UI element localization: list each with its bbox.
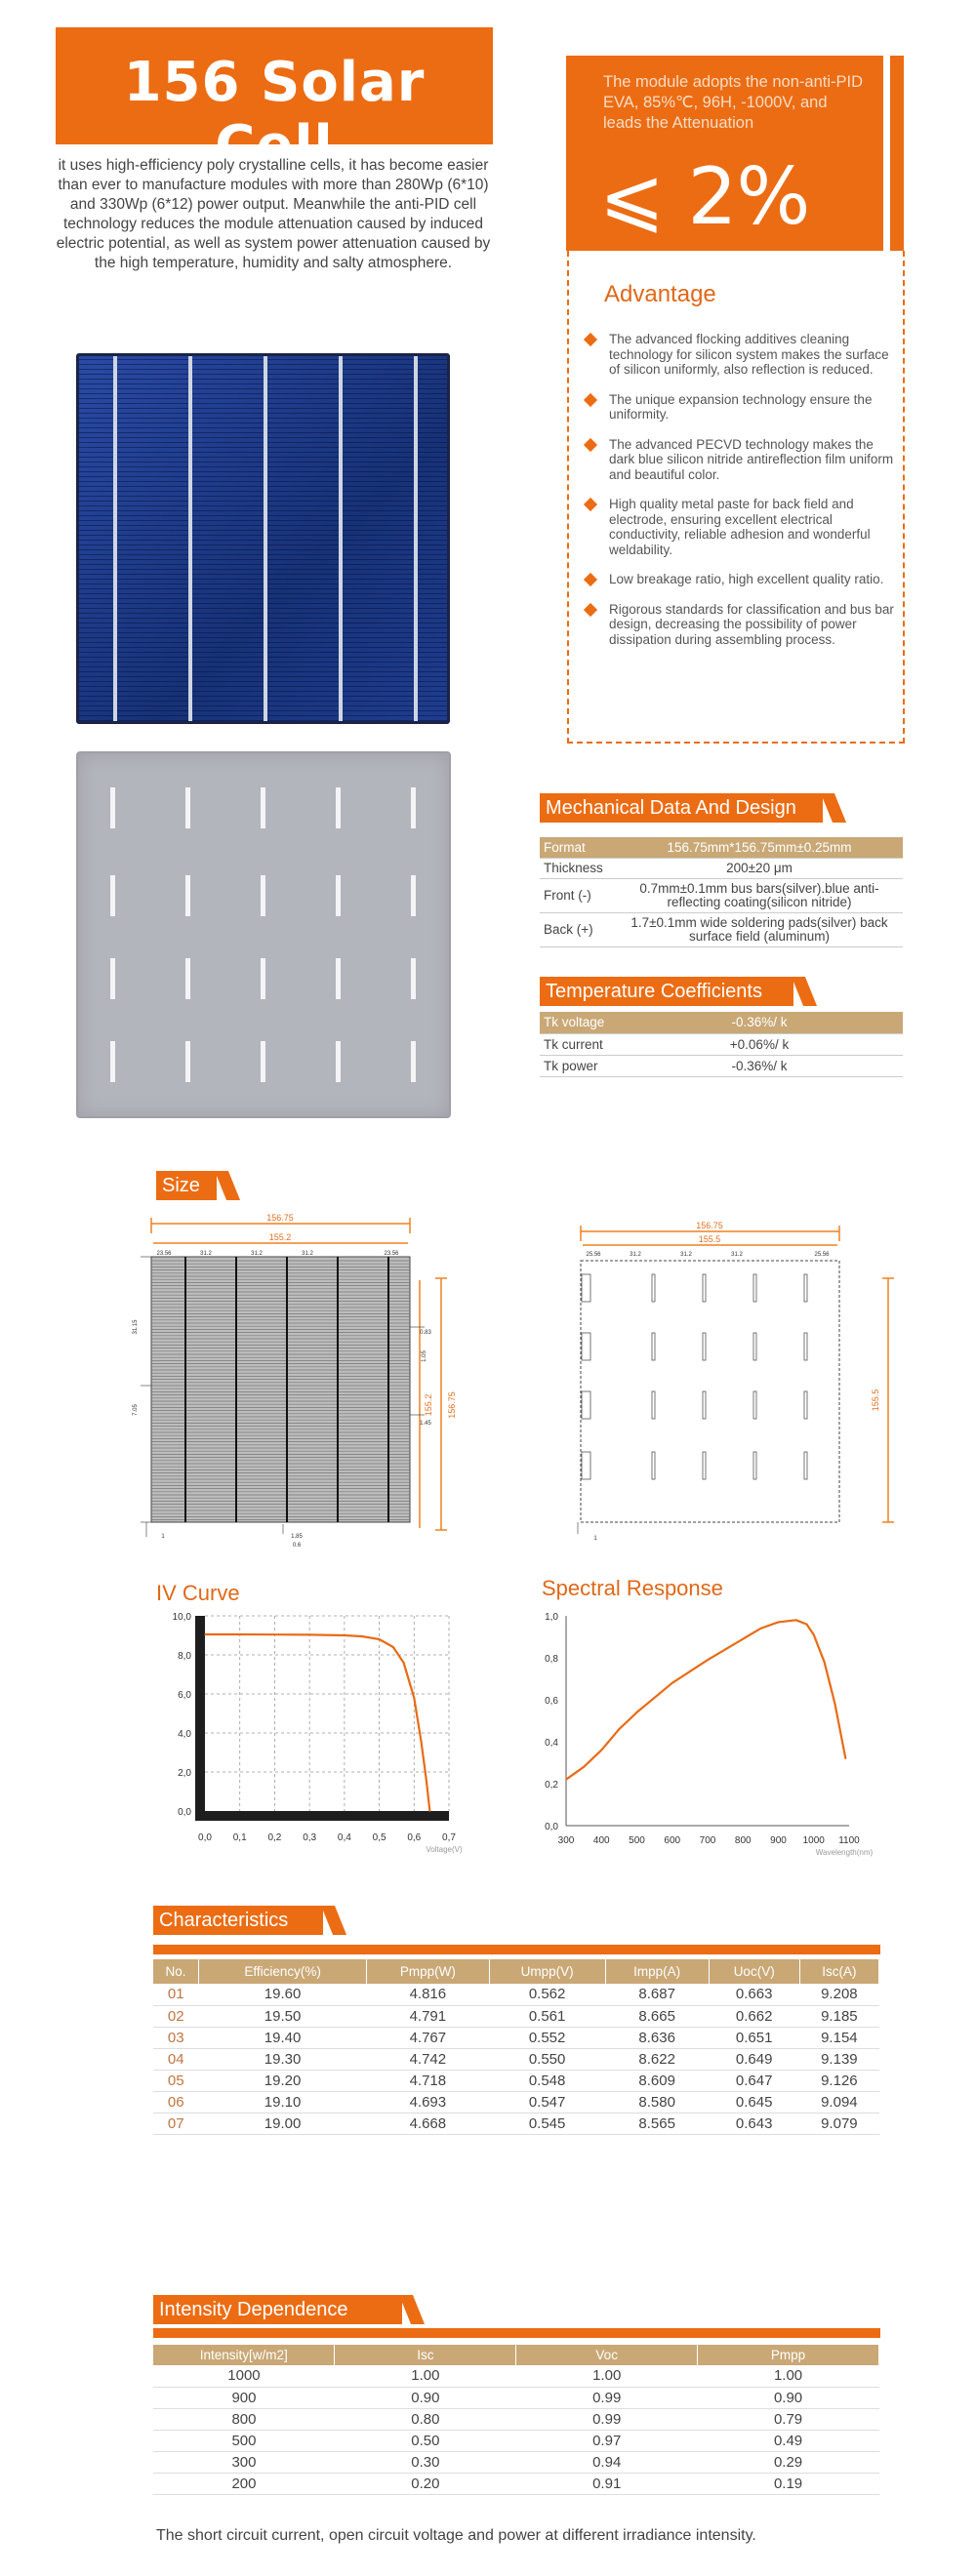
data-series-line	[566, 1620, 845, 1779]
data-point	[778, 1622, 780, 1624]
dim-inner-label: 155.5	[698, 1234, 721, 1244]
table-row: 900 0.90 0.99 0.90	[153, 2387, 879, 2408]
solder-pad	[411, 787, 416, 828]
table-row: 500 0.50 0.97 0.49	[153, 2430, 879, 2451]
table-row: Tk power -0.36%/ k	[540, 1055, 903, 1076]
solder-pad	[804, 1452, 807, 1479]
mark-label: 1.85	[291, 1534, 303, 1540]
callout-text: The module adopts the non-anti-PID EVA, 85%℃, 96H, -1000V, and leads the Attenuation	[603, 73, 863, 132]
edge-pad	[582, 1452, 590, 1479]
table-row: Tk voltage -0.36%/ k	[540, 1012, 903, 1033]
dim-outer-label: 156.75	[266, 1213, 294, 1223]
busbar	[264, 356, 267, 721]
header-tip	[321, 1906, 346, 1935]
data-point	[834, 1704, 836, 1706]
size-header	[156, 1171, 254, 1200]
solar-cell-front-image	[76, 353, 450, 724]
solar-cell-back-image	[76, 751, 451, 1118]
data-point	[813, 1634, 815, 1636]
dim-side-inner-label: 155.2	[424, 1393, 433, 1417]
x-tick-label: 500	[629, 1835, 645, 1846]
data-point	[824, 1662, 826, 1664]
mark-label: 31.15	[133, 1319, 139, 1335]
data-point	[760, 1628, 762, 1630]
x-tick-label: 0,0	[198, 1832, 212, 1843]
header-tip	[215, 1171, 240, 1200]
solder-pad	[652, 1452, 655, 1479]
callout-side-bar	[890, 56, 904, 251]
solder-pad	[411, 875, 416, 916]
segment-label: 31.2	[251, 1251, 263, 1257]
diamond-bullet-icon	[584, 333, 597, 346]
y-tick-label: 10,0	[172, 1612, 191, 1623]
list-item: Low breakage ratio, high excellent quality ratio.	[584, 572, 894, 587]
x-tick-label: 0,1	[232, 1832, 247, 1843]
solder-pad	[652, 1391, 655, 1419]
solder-pad	[753, 1452, 756, 1479]
mark-label: 0.83	[420, 1330, 431, 1336]
solder-pad	[336, 958, 341, 999]
data-point	[204, 1633, 206, 1635]
segment-label: 31.2	[200, 1251, 212, 1257]
segment-label: 25.56	[586, 1252, 601, 1258]
solder-pad	[411, 958, 416, 999]
mark-label: 1	[161, 1534, 165, 1540]
header-tip	[399, 2295, 425, 2324]
table-header-row: Intensity[w/m2] Isc Voc Pmpp	[153, 2345, 879, 2365]
busbar	[339, 356, 343, 721]
x-tick-label: 0,3	[303, 1832, 317, 1843]
solder-pad	[336, 1041, 341, 1082]
data-point	[565, 1779, 567, 1781]
y-tick-label: 1,0	[545, 1612, 558, 1623]
data-point	[274, 1633, 276, 1635]
diamond-bullet-icon	[584, 602, 597, 616]
mark-label: 7.05	[133, 1404, 139, 1416]
solder-pad	[753, 1391, 756, 1419]
solder-pad	[110, 1041, 115, 1082]
section-title: Mechanical Data And Design	[540, 793, 823, 823]
data-point	[707, 1659, 709, 1661]
data-point	[403, 1662, 405, 1664]
y-tick-label: 0,8	[545, 1654, 558, 1665]
solder-pad	[261, 1041, 265, 1082]
advantage-list	[584, 332, 894, 662]
solder-pad	[804, 1274, 807, 1302]
y-tick-label: 0,0	[545, 1822, 558, 1832]
data-point	[379, 1638, 381, 1640]
solder-pad	[110, 787, 115, 828]
diamond-bullet-icon	[584, 498, 597, 511]
x-tick-label: 0,6	[407, 1832, 422, 1843]
mark-label: 0.6	[292, 1543, 302, 1549]
data-point	[426, 1779, 427, 1781]
spectral-response-title: Spectral Response	[542, 1576, 723, 1600]
size-drawing-front	[127, 1210, 478, 1561]
solder-pad	[753, 1274, 756, 1302]
table-row: 01 19.60 4.816 0.562 8.687 0.663 9.208	[153, 1984, 879, 2005]
solder-pad	[703, 1333, 706, 1360]
header-tip	[792, 977, 817, 1006]
solder-pad	[804, 1333, 807, 1360]
segment-label: 31.2	[680, 1252, 692, 1258]
intensity-header	[153, 2295, 436, 2324]
data-point	[583, 1766, 585, 1768]
mark-label: 1	[593, 1536, 597, 1542]
table-row: 300 0.30 0.94 0.29	[153, 2451, 879, 2473]
data-point	[361, 1635, 363, 1637]
solder-pad	[110, 958, 115, 999]
diamond-bullet-icon	[584, 437, 597, 451]
table-row: 07 19.00 4.668 0.545 8.565 0.643 9.079	[153, 2113, 879, 2134]
characteristics-header	[153, 1906, 358, 1935]
dim-outer-label: 156.75	[696, 1221, 723, 1230]
data-point	[845, 1757, 847, 1759]
edge-pad	[582, 1391, 590, 1419]
axis-frame-left	[195, 1616, 205, 1821]
segment-label: 31.2	[630, 1252, 641, 1258]
list-item: The unique expansion technology ensure the uniformity.	[584, 392, 894, 423]
x-axis-label: Voltage(V)	[426, 1845, 463, 1854]
data-point	[429, 1810, 431, 1812]
solder-pad	[185, 875, 190, 916]
x-tick-label: 900	[770, 1835, 787, 1846]
characteristics-table	[153, 1959, 879, 2135]
section-title: Temperature Coefficients	[540, 977, 793, 1006]
table-row: Front (-) 0.7mm±0.1mm bus bars(silver).blue anti-reflecting coating(silicon nitride)	[540, 878, 903, 912]
busbar	[113, 356, 117, 721]
solder-pad	[804, 1391, 807, 1419]
edge-pad	[582, 1274, 590, 1302]
header-tip	[821, 793, 846, 823]
table-row: Back (+) 1.7±0.1mm wide soldering pads(silver) back surface field (aluminum)	[540, 912, 903, 946]
segment-label: 25.56	[814, 1252, 830, 1258]
advantage-title: Advantage	[604, 281, 716, 307]
solder-pad	[703, 1274, 706, 1302]
solder-pad	[261, 787, 265, 828]
x-tick-label: 0,2	[267, 1832, 282, 1843]
y-tick-label: 4,0	[178, 1729, 191, 1740]
solder-pad	[703, 1391, 706, 1419]
mark-label: 1.05	[422, 1350, 427, 1362]
table-row: 06 19.10 4.693 0.547 8.580 0.645 9.094	[153, 2091, 879, 2113]
y-tick-label: 0,0	[178, 1807, 191, 1818]
table-row: Thickness 200±20 μm	[540, 858, 903, 878]
size-drawing-back	[566, 1210, 898, 1561]
solder-pad	[261, 958, 265, 999]
page-title: 156 Solar Cell	[123, 51, 426, 178]
section-title: Characteristics	[153, 1906, 323, 1935]
table-row: 05 19.20 4.718 0.548 8.609 0.647 9.126	[153, 2070, 879, 2091]
data-point	[392, 1646, 394, 1648]
solder-pad	[185, 1041, 190, 1082]
segment-label: 31.2	[302, 1251, 313, 1257]
data-point	[413, 1697, 415, 1699]
callout-value: ⩽ 2%	[599, 151, 810, 242]
data-point	[795, 1620, 797, 1622]
solder-pad	[185, 787, 190, 828]
intensity-table	[153, 2345, 879, 2495]
y-tick-label: 0,2	[545, 1780, 558, 1791]
data-point	[308, 1634, 310, 1636]
data-point	[619, 1728, 621, 1730]
mechanical-table	[540, 837, 903, 947]
solder-pad	[652, 1274, 655, 1302]
edge-pad	[582, 1333, 590, 1360]
intro-paragraph: it uses high-efficiency poly crystalline cells, it has become easier than ever to manufacture modules with more than 280Wp (6*10) and 330Wp (6*12) power output. Meanwhile the anti-PID cell technology reduces the module attenuation caused by induced electric potential, as well as system power attenuation caused by the high temperature, humidity and salty atmosphere.	[56, 157, 491, 271]
list-item: The advanced PECVD technology makes the dark blue silicon nitride antireflection film uniform and beautiful color.	[584, 437, 894, 483]
solder-pad	[110, 875, 115, 916]
solder-pad	[336, 787, 341, 828]
data-point	[239, 1633, 241, 1635]
data-series-line	[205, 1634, 429, 1811]
data-point	[636, 1711, 638, 1713]
table-row: 800 0.80 0.99 0.79	[153, 2408, 879, 2430]
busbar	[414, 356, 418, 721]
y-tick-label: 0,4	[545, 1738, 558, 1749]
x-tick-label: 600	[664, 1835, 681, 1846]
table-row: 1000 1.00 1.00 1.00	[153, 2365, 879, 2387]
solder-pad	[185, 958, 190, 999]
data-point	[806, 1624, 808, 1626]
solder-pad	[411, 1041, 416, 1082]
iv-curve-title: IV Curve	[156, 1581, 240, 1605]
segment-label: 23.56	[156, 1251, 172, 1257]
solder-pad	[703, 1452, 706, 1479]
y-tick-label: 6,0	[178, 1690, 191, 1701]
intensity-footnote: The short circuit current, open circuit voltage and power at different irradiance intensity.	[156, 2527, 756, 2544]
iv-curve-chart	[172, 1610, 488, 1873]
solder-pad	[753, 1333, 756, 1360]
table-row: 02 19.50 4.791 0.561 8.665 0.662 9.185	[153, 2005, 879, 2027]
segment-label: 23.56	[384, 1251, 399, 1257]
dim-side-outer-label: 156.75	[447, 1391, 457, 1419]
x-tick-label: 0,4	[337, 1832, 351, 1843]
data-point	[600, 1750, 602, 1751]
data-point	[742, 1638, 744, 1640]
data-point	[671, 1682, 673, 1684]
diamond-bullet-icon	[584, 392, 597, 406]
list-item: High quality metal paste for back field and electrode, ensuring excellent electrical conductivity, reliable adhesion and wonderful weldability.	[584, 497, 894, 557]
x-tick-label: 300	[557, 1835, 575, 1846]
axis-frame-bottom	[195, 1811, 449, 1821]
x-tick-label: 1100	[838, 1835, 860, 1846]
section-underline	[153, 1945, 880, 1954]
spectral-response-chart	[532, 1610, 878, 1878]
table-row: 03 19.40 4.767 0.552 8.636 0.651 9.154	[153, 2027, 879, 2048]
x-tick-label: 1000	[802, 1835, 825, 1846]
solder-pad	[336, 875, 341, 916]
table-row: Tk current +0.06%/ k	[540, 1033, 903, 1055]
x-tick-label: 0,7	[442, 1832, 456, 1843]
diamond-bullet-icon	[584, 573, 597, 586]
title-banner	[56, 27, 493, 178]
temperature-header	[540, 977, 833, 1006]
table-row: 200 0.20 0.91 0.19	[153, 2473, 879, 2494]
x-tick-label: 700	[699, 1835, 716, 1846]
table-header-row: No. Efficiency(%) Pmpp(W) Umpp(V) Impp(A) Uoc(V) Isc(A)	[153, 1959, 879, 1984]
table-row: Format 156.75mm*156.75mm±0.25mm	[540, 837, 903, 858]
list-item: The advanced flocking additives cleaning technology for silicon system makes the surface of silicon uniformly, also reflection is reduced.	[584, 332, 894, 378]
temperature-table	[540, 1012, 903, 1077]
y-tick-label: 8,0	[178, 1651, 191, 1662]
data-point	[344, 1634, 346, 1636]
section-underline	[153, 2328, 880, 2338]
table-row: 04 19.30 4.742 0.550 8.622 0.649 9.139	[153, 2048, 879, 2070]
section-title: Intensity Dependence	[153, 2295, 402, 2324]
solder-pad	[261, 875, 265, 916]
segment-label: 31.2	[731, 1252, 743, 1258]
dim-inner-label: 155.2	[268, 1232, 292, 1242]
x-tick-label: 800	[734, 1835, 752, 1846]
y-tick-label: 2,0	[178, 1768, 191, 1779]
x-tick-label: 400	[592, 1835, 610, 1846]
solder-pad	[652, 1333, 655, 1360]
x-axis-label: Wavelength(nm)	[815, 1848, 874, 1857]
x-tick-label: 0,5	[372, 1832, 386, 1843]
dim-side-inner-label: 155.5	[871, 1389, 880, 1412]
list-item: Rigorous standards for classification and bus bar design, decreasing the possibility of power dissipation during assembling process.	[584, 602, 894, 648]
y-tick-label: 0,6	[545, 1696, 558, 1707]
mark-label: 1.45	[420, 1421, 431, 1427]
busbar	[188, 356, 192, 721]
mechanical-header	[540, 793, 852, 823]
section-title: Size	[156, 1171, 217, 1200]
data-point	[421, 1740, 423, 1742]
